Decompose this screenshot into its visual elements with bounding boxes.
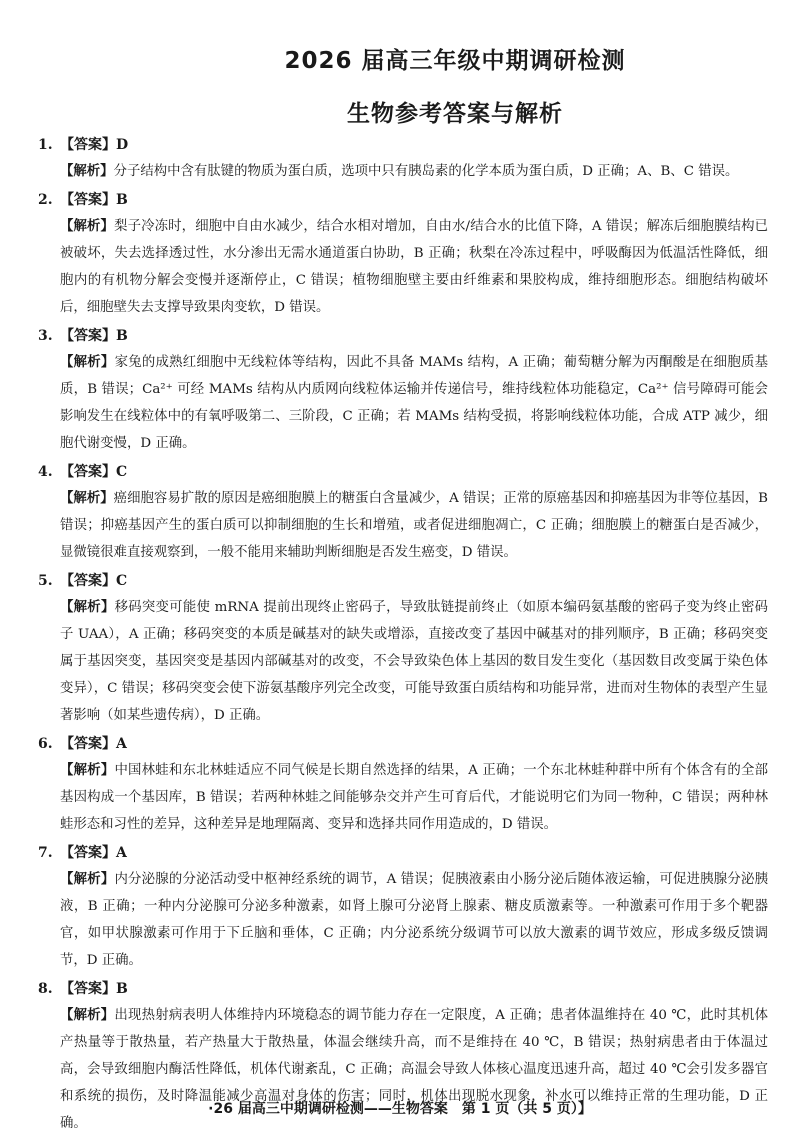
- question-number: 1.: [38, 137, 53, 153]
- analysis-text: 中国林蛙和东北林蛙适应不同气候是长期自然选择的结果，A 正确；一个东北林蛙种群中所有个体含有的全部基因构成一个基因库，B 错误；若两种林蛙之间能够杂交并产生可育后代，才能说明它们为同一物种，C 错误；两种林蛙形态和习性的差异，这种差异是地理隔离、变异和选择共同作用造成的，D 错误。: [60, 763, 768, 832]
- question-number: 5.: [38, 573, 53, 589]
- page-title: 2026 届高三年级中期调研检测: [284, 48, 626, 74]
- analysis-label: 【解析】: [60, 163, 114, 179]
- question-number: 6.: [38, 736, 53, 752]
- analysis-text: 内分泌腺的分泌活动受中枢神经系统的调节，A 错误；促胰液素由小肠分泌后随体液运输，可促进胰腺分泌胰液，B 正确；一种内分泌腺可分泌多种激素，如肾上腺可分泌肾上腺素、糖皮质激素等。一种激素可作用于多个靶器官，如甲状腺激素可作用于下丘脑和垂体，C 正确；内分泌系统分级调节可以放大激素的调节效应，形成多级反馈调节，D 正确。: [60, 872, 768, 968]
- answer-list: [38, 132, 768, 1139]
- question-item: [38, 187, 768, 321]
- analysis-text: 分子结构中含有肽键的物质为蛋白质，选项中只有胰岛素的化学本质为蛋白质，D 正确；A、B、C 错误。: [113, 164, 739, 179]
- analysis-label: 【解析】: [60, 599, 115, 615]
- analysis-label: 【解析】: [60, 218, 115, 234]
- analysis-label: 【解析】: [60, 490, 114, 506]
- analysis-label: 【解析】: [60, 1007, 115, 1023]
- answer-value: A: [116, 845, 127, 861]
- analysis-label: 【解析】: [60, 871, 115, 887]
- analysis-label: 【解析】: [60, 354, 115, 370]
- analysis-label: 【解析】: [60, 762, 115, 778]
- answer-value: C: [116, 573, 128, 589]
- question-number: 4.: [38, 464, 53, 480]
- answer-value: D: [116, 137, 129, 153]
- answer-value: B: [116, 981, 128, 997]
- question-number: 2.: [38, 192, 53, 208]
- answer-label: 【答案】: [60, 464, 116, 480]
- answer-value: A: [116, 736, 127, 752]
- answer-label: 【答案】: [60, 845, 116, 861]
- question-item: [38, 459, 768, 566]
- answer-label: 【答案】: [60, 981, 116, 997]
- question-number: 8.: [38, 981, 53, 997]
- page-subtitle: 生物参考答案与解析: [347, 101, 563, 127]
- answer-label: 【答案】: [60, 573, 116, 589]
- question-item: [38, 323, 768, 457]
- question-item: [38, 840, 768, 974]
- answer-value: B: [116, 192, 128, 208]
- answer-label: 【答案】: [60, 137, 116, 153]
- question-item: [38, 568, 768, 729]
- answer-label: 【答案】: [60, 328, 116, 344]
- question-number: 3.: [38, 328, 53, 344]
- answer-value: B: [116, 328, 128, 344]
- answer-label: 【答案】: [60, 192, 116, 208]
- analysis-text: 梨子冷冻时，细胞中自由水减少，结合水相对增加，自由水/结合水的比值下降，A 错误；解冻后细胞膜结构已被破坏，失去选择透过性，水分渗出无需水通道蛋白协助，B 正确；秋梨在冷冻过程中，呼吸酶因为低温活性降低，细胞内的有机物分解会变慢并逐渐停止，C 错误；植物细胞壁主要由纤维素和果胶构成，维持细胞形态。细胞结构破坏后，细胞壁失去支撑导致果肉变软，D 错误。: [60, 219, 769, 315]
- answer-value: C: [116, 464, 128, 480]
- answer-label: 【答案】: [60, 736, 116, 752]
- analysis-text: 出现热射病表明人体维持内环境稳态的调节能力存在一定限度，A 正确；患者体温维持在 40 ℃，此时其机体产热量等于散热量，若产热量大于散热量，体温会继续升高，而不是维持在 40 ℃，B 错误；热射病患者由于体温过高，会导致细胞内酶活性降低，机体代谢紊乱，C 正确；高温会导致人体核心温度迅速升高，超过 40 ℃会引发多器官和系统的损伤，及时降温能减少高温对身体的伤害；同时，机体出现脱水现象，补水可以维持正常的生理功能，D 正确。: [60, 1008, 768, 1131]
- page-footer: ·26 届高三中期调研检测——生物答案 第 1 页（共 5 页）】: [208, 1101, 592, 1117]
- question-item: [38, 731, 768, 838]
- analysis-text: 移码突变可能使 mRNA 提前出现终止密码子，导致肽链提前终止（如原本编码氨基酸的密码子变为终止密码子 UAA），A 正确；移码突变的本质是碱基对的缺失或增添，直接改变了基因中碱基对的排列顺序，B 正确；移码突变属于基因突变，基因突变是基因内部碱基对的改变，不会导致染色体上基因的数目发生变化（基因数目改变属于染色体变异），C 错误；移码突变会使下游氨基酸序列完全改变，可能导致蛋白质结构和功能异常，进而对生物体的表型产生显著影响（如某些遗传病），D 正确。: [60, 600, 768, 723]
- question-item: [38, 132, 768, 185]
- page-header: [0, 42, 800, 128]
- question-number: 7.: [38, 845, 53, 861]
- analysis-text: 家兔的成熟红细胞中无线粒体等结构，因此不具备 MAMs 结构，A 正确；葡萄糖分解为丙酮酸是在细胞质基质，B 错误；Ca²⁺ 可经 MAMs 结构从内质网向线粒体运输并传递信号，维持线粒体功能稳定，Ca²⁺ 信号障碍可能会影响发生在线粒体中的有氧呼吸第二、三阶段，C 正确；若 MAMs 结构受损，将影响线粒体功能，合成 ATP 减少，细胞代谢变慢，D 正确。: [60, 355, 768, 451]
- analysis-text: 癌细胞容易扩散的原因是癌细胞膜上的糖蛋白含量减少，A 错误；正常的原癌基因和抑癌基因为非等位基因，B 错误；抑癌基因产生的蛋白质可以抑制细胞的生长和增殖，或者促进细胞凋亡，C 正确；细胞膜上的糖蛋白是否减少，显微镜很难直接观察到，一般不能用来辅助判断细胞是否发生癌变，D 错误。: [60, 491, 769, 560]
